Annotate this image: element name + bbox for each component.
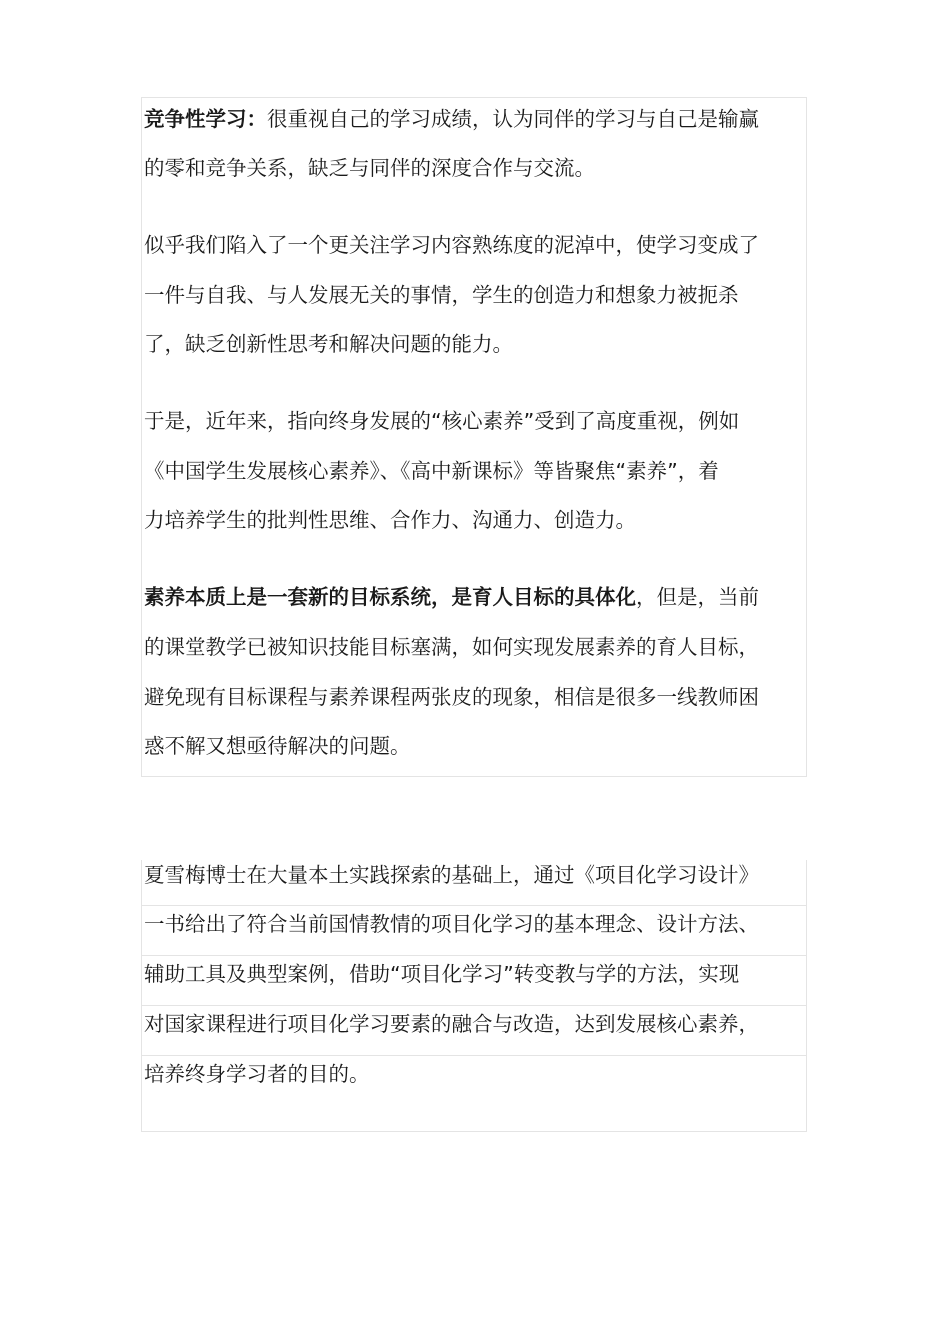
line-rule [141, 955, 807, 956]
text-span: 一件与自我、与人发展无关的事情，学生的创造力和想象力被扼杀 [144, 283, 739, 307]
text-span: 惑不解又想亟待解决的问题。 [144, 734, 411, 758]
text-span: 似乎我们陷入了一个更关注学习内容熟练度的泥淖中，使学习变成了 [144, 233, 759, 257]
text-span: 夏雪梅博士在大量本土实践探索的基础上，通过《项目化学习设计》 [144, 863, 759, 887]
text-frame-bottom [141, 860, 807, 1132]
bold-term: 竞争性学习： [144, 107, 267, 131]
paragraph-project-learning-line-4 [144, 1011, 804, 1037]
paragraph-core-literacy-line-1 [144, 408, 804, 434]
bold-term: 素养本质上是一套新的目标系统，是育人目标的具体化 [144, 585, 636, 609]
paragraph-literacy-essence-line-3 [144, 684, 804, 710]
paragraph-core-literacy-line-3 [144, 507, 804, 533]
text-span: 辅助工具及典型案例，借助“项目化学习”转变教与学的方法，实现 [144, 962, 740, 986]
paragraph-literacy-essence-line-2 [144, 634, 804, 660]
line-rule [141, 1055, 807, 1056]
text-span: 《中国学生发展核心素养》、《高中新课标》等皆聚焦“素养”，着 [144, 459, 719, 483]
paragraph-literacy-essence-line-4 [144, 733, 804, 759]
text-span: 培养终身学习者的目的。 [144, 1062, 370, 1086]
paragraph-mire-line-2 [144, 282, 804, 308]
line-rule [141, 1005, 807, 1006]
paragraph-core-literacy-line-2 [144, 458, 804, 484]
text-span: 很重视自己的学习成绩，认为同伴的学习与自己是输赢 [267, 107, 759, 131]
text-span: 的课堂教学已被知识技能目标塞满，如何实现发展素养的育人目标， [144, 635, 759, 659]
paragraph-project-learning-line-5 [144, 1061, 804, 1087]
paragraph-literacy-essence-line-1 [144, 584, 804, 610]
text-span: 于是，近年来，指向终身发展的“核心素养”受到了高度重视，例如 [144, 409, 740, 433]
paragraph-competitive-learning-line-1 [144, 106, 804, 132]
paragraph-project-learning-line-2 [144, 911, 804, 937]
paragraph-project-learning-line-1 [144, 862, 804, 888]
text-span: 对国家课程进行项目化学习要素的融合与改造，达到发展核心素养， [144, 1012, 759, 1036]
text-span: 的零和竞争关系，缺乏与同伴的深度合作与交流。 [144, 156, 595, 180]
text-frame-top [141, 97, 807, 777]
text-span: ，但是，当前 [636, 585, 759, 609]
line-rule [141, 905, 807, 906]
paragraph-project-learning-line-3 [144, 961, 804, 987]
paragraph-competitive-learning-line-2 [144, 155, 804, 181]
text-span: 力培养学生的批判性思维、合作力、沟通力、创造力。 [144, 508, 636, 532]
text-span: 了，缺乏创新性思考和解决问题的能力。 [144, 332, 513, 356]
text-span: 避免现有目标课程与素养课程两张皮的现象，相信是很多一线教师困 [144, 685, 759, 709]
paragraph-mire-line-1 [144, 232, 804, 258]
text-span: 一书给出了符合当前国情教情的项目化学习的基本理念、设计方法、 [144, 912, 759, 936]
paragraph-mire-line-3 [144, 331, 804, 357]
